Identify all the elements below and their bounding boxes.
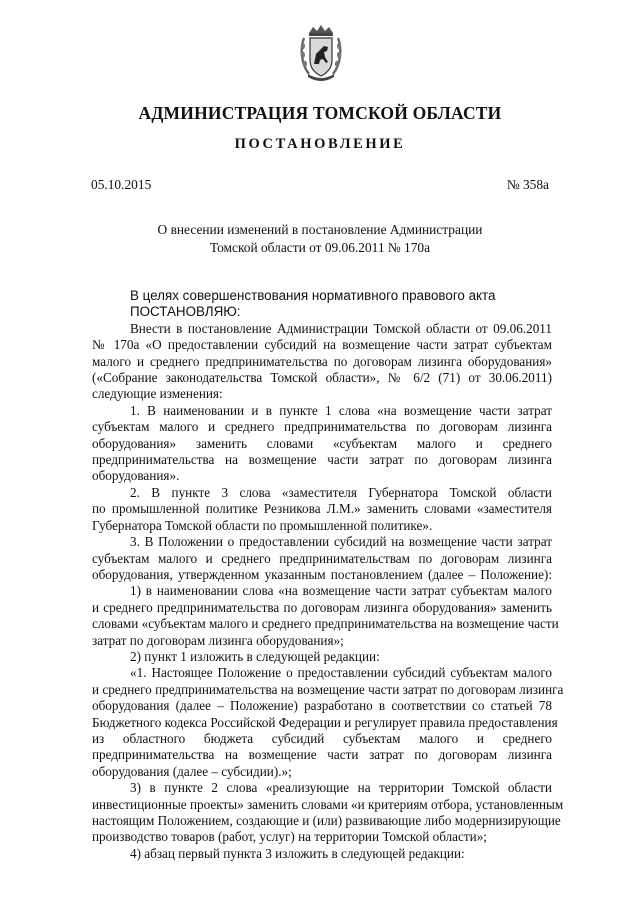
document-number: № 358а [506,177,549,192]
paragraph-line: субъектам малого и среднего предпринимательства по договорам лизинга [92,419,552,435]
paragraph-line: словами «субъектам малого и среднего предпринимательства на возмещение части [92,616,559,632]
document-date: 05.10.2015 [91,177,152,192]
paragraph-line: оборудования». [92,468,180,484]
paragraph-line: 2. В пункте 3 слова «заместителя Губернатора Томской области [130,484,552,500]
coat-of-arms-icon [299,24,343,84]
paragraph-line: настоящим Положением, создающие и (или) развивающие либо модернизирующие [92,813,561,828]
paragraph-line: 1. В наименовании и в пункте 1 слова «на возмещение части затрат [130,402,552,418]
paragraph-line: 1) в наименовании слова «на возмещение части затрат субъектам малого [130,583,552,599]
paragraph-line: «1. Настоящее Положение о предоставлении субсидий субъектам малого [130,665,552,681]
paragraph-line: 3) в пункте 2 слова «реализующие на территории Томской области [130,780,552,796]
paragraph-line: Губернатора Томской области по промышленной политике». [92,517,433,533]
paragraph-line: малого и среднего предпринимательства по договорам лизинга оборудования» [92,353,552,369]
paragraph-line: затрат по договорам лизинга оборудования»; [92,632,344,648]
paragraph-line: № 170а «О предоставлении субсидий на возмещение части затрат субъектам [92,337,552,353]
organization-title: АДМИНИСТРАЦИЯ ТОМСКОЙ ОБЛАСТИ [138,103,502,123]
paragraph-line: оборудования» заменить словами «субъектам малого и среднего [92,435,552,451]
preamble-line: В целях совершенствования нормативного правового акта [130,288,496,303]
paragraph-line: предпринимательства на возмещение части затрат по договорам лизинга [92,452,552,468]
paragraph-line: Внести в постановление Администрации Томской области от 09.06.2011 [130,320,552,336]
paragraph-line: предпринимательства на возмещение части затрат по договорам лизинга [92,747,552,763]
paragraph-line: из областного бюджета субсидий субъектам малого и среднего [92,730,552,746]
paragraph-line: и среднего предпринимательства по договорам лизинга оборудования» заменить [92,599,552,615]
paragraph-line: субъектам малого и среднего предпринимательствам по договорам лизинга [92,550,552,566]
paragraph-line: Бюджетного кодекса Российской Федерации и регулирует правила предоставления [92,714,558,730]
paragraph-line: следующие изменения: [92,386,223,402]
paragraph-line: производство товаров (работ, услуг) на территории Томской области»; [92,829,487,845]
paragraph-line: 4) абзац первый пункта 3 изложить в следующей редакции: [130,845,465,861]
paragraph-line: оборудования (далее – Положение) разработано в соответствии со статьей 78 [92,698,552,714]
paragraph-line: («Собрание законодательства Томской области», № 6/2 (71) от 30.06.2011) [92,370,552,386]
paragraph-line: по промышленной политике Резникова Л.М.» заменить словами «заместителя [92,501,552,517]
paragraph-line: инвестиционные проекты» заменить словами «и критериям отбора, установленным [92,796,564,812]
paragraph-line: оборудования, утвержденном указанным постановлением (далее – Положение): [92,566,552,582]
document-subject [120,221,520,257]
paragraph-line: и среднего предпринимательства на возмещение части затрат по договорам лизинга [92,681,564,697]
document-type-title: ПОСТАНОВЛЕНИЕ [234,136,406,152]
subject-line: Томской области от 09.06.2011 № 170а [209,240,431,255]
resolve-word: ПОСТАНОВЛЯЮ: [130,304,241,320]
document-body [92,288,564,862]
paragraph-line: 2) пункт 1 изложить в следующей редакции: [130,648,380,664]
paragraph-line: оборудования (далее – субсидии).»; [92,763,292,779]
paragraph-line: 3. В Положении о предоставлении субсидий на возмещение части затрат [130,534,552,550]
subject-line: О внесении изменений в постановление Администрации [157,222,483,237]
